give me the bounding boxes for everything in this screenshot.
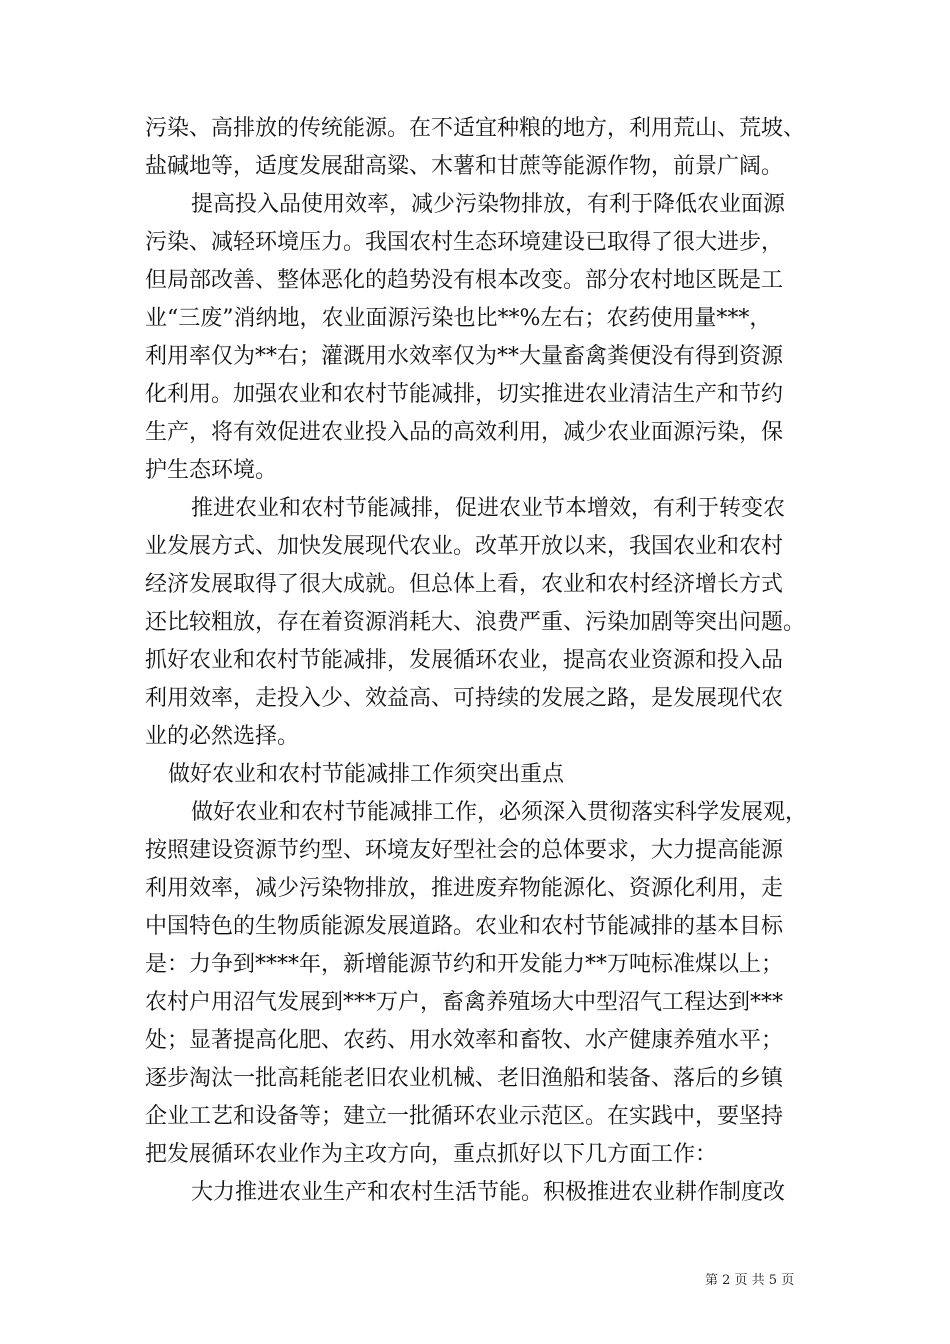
text-line: 推进农业和农村节能减排，促进农业节本增效，有利于转变农 [191, 496, 786, 521]
section-heading-text: 做好农业和农村节能减排工作须突出重点 [168, 762, 565, 787]
paragraph [145, 1174, 835, 1212]
paragraph [145, 490, 835, 756]
text-line: 中国特色的生物质能源发展道路。农业和农村节能减排的基本目标 [145, 914, 784, 939]
paragraph [145, 794, 835, 1174]
document-body [145, 110, 835, 1212]
paragraph [145, 186, 835, 490]
text-line: 逐步淘汰一批高耗能老旧农业机械、老旧渔船和装备、落后的乡镇 [145, 1066, 784, 1091]
page-number: 第 2 页 共 5 页 [705, 1273, 795, 1288]
text-line: 把发展循环农业作为主攻方向，重点抓好以下几方面工作： [145, 1142, 718, 1167]
text-line: 生产，将有效促进农业投入品的高效利用，减少农业面源污染，保 [145, 420, 784, 445]
text-line: 企业工艺和设备等；建立一批循环农业示范区。在实践中，要坚持 [145, 1104, 784, 1129]
text-line: 抓好农业和农村节能减排，发展循环农业，提高农业资源和投入品 [145, 648, 784, 673]
text-line: 是：力争到****年，新增能源节约和开发能力**万吨标准煤以上； [145, 952, 784, 977]
text-line: 处；显著提高化肥、农药、用水效率和畜牧、水产健康养殖水平； [145, 1028, 784, 1053]
text-line: 做好农业和农村节能减排工作，必须深入贯彻落实科学发展观， [191, 800, 808, 825]
text-line: 提高投入品使用效率，减少污染物排放，有利于降低农业面源 [191, 192, 786, 217]
text-line: 农村户用沼气发展到***万户，畜禽养殖场大中型沼气工程达到*** [145, 990, 784, 1015]
section-heading [145, 756, 835, 794]
paragraph [145, 110, 835, 186]
text-line: 护生态环境。 [145, 458, 278, 483]
text-line: 污染、减轻环境压力。我国农村生态环境建设已取得了很大进步， [145, 230, 784, 255]
text-line: 利用效率，走投入少、效益高、可持续的发展之路，是发展现代农 [145, 686, 784, 711]
text-line: 化利用。加强农业和农村节能减排，切实推进农业清洁生产和节约 [145, 382, 784, 407]
text-line: 业发展方式、加快发展现代农业。改革开放以来，我国农业和农村 [145, 534, 784, 559]
text-line: 利用率仅为**右；灌溉用水效率仅为**大量畜禽粪便没有得到资源 [145, 344, 784, 369]
text-line: 业的必然选择。 [145, 724, 300, 749]
text-line: 但局部改善、整体恶化的趋势没有根本改变。部分农村地区既是工 [145, 268, 784, 293]
text-line: 盐碱地等，适度发展甜高粱、木薯和甘蔗等能源作物，前景广阔。 [145, 154, 784, 179]
text-line: 还比较粗放，存在着资源消耗大、浪费严重、污染加剧等突出问题。 [145, 610, 806, 635]
text-line: 按照建设资源节约型、环境友好型社会的总体要求，大力提高能源 [145, 838, 784, 863]
text-line: 大力推进农业生产和农村生活节能。积极推进农业耕作制度改 [191, 1180, 786, 1205]
text-line: 利用效率，减少污染物排放，推进废弃物能源化、资源化利用，走 [145, 876, 784, 901]
text-line: 经济发展取得了很大成就。但总体上看，农业和农村经济增长方式 [145, 572, 784, 597]
text-line: 业“三废”消纳地，农业面源污染也比**%左右；农药使用量***， [145, 306, 772, 331]
text-line: 污染、高排放的传统能源。在不适宜种粮的地方，利用荒山、荒坡、 [145, 116, 806, 141]
